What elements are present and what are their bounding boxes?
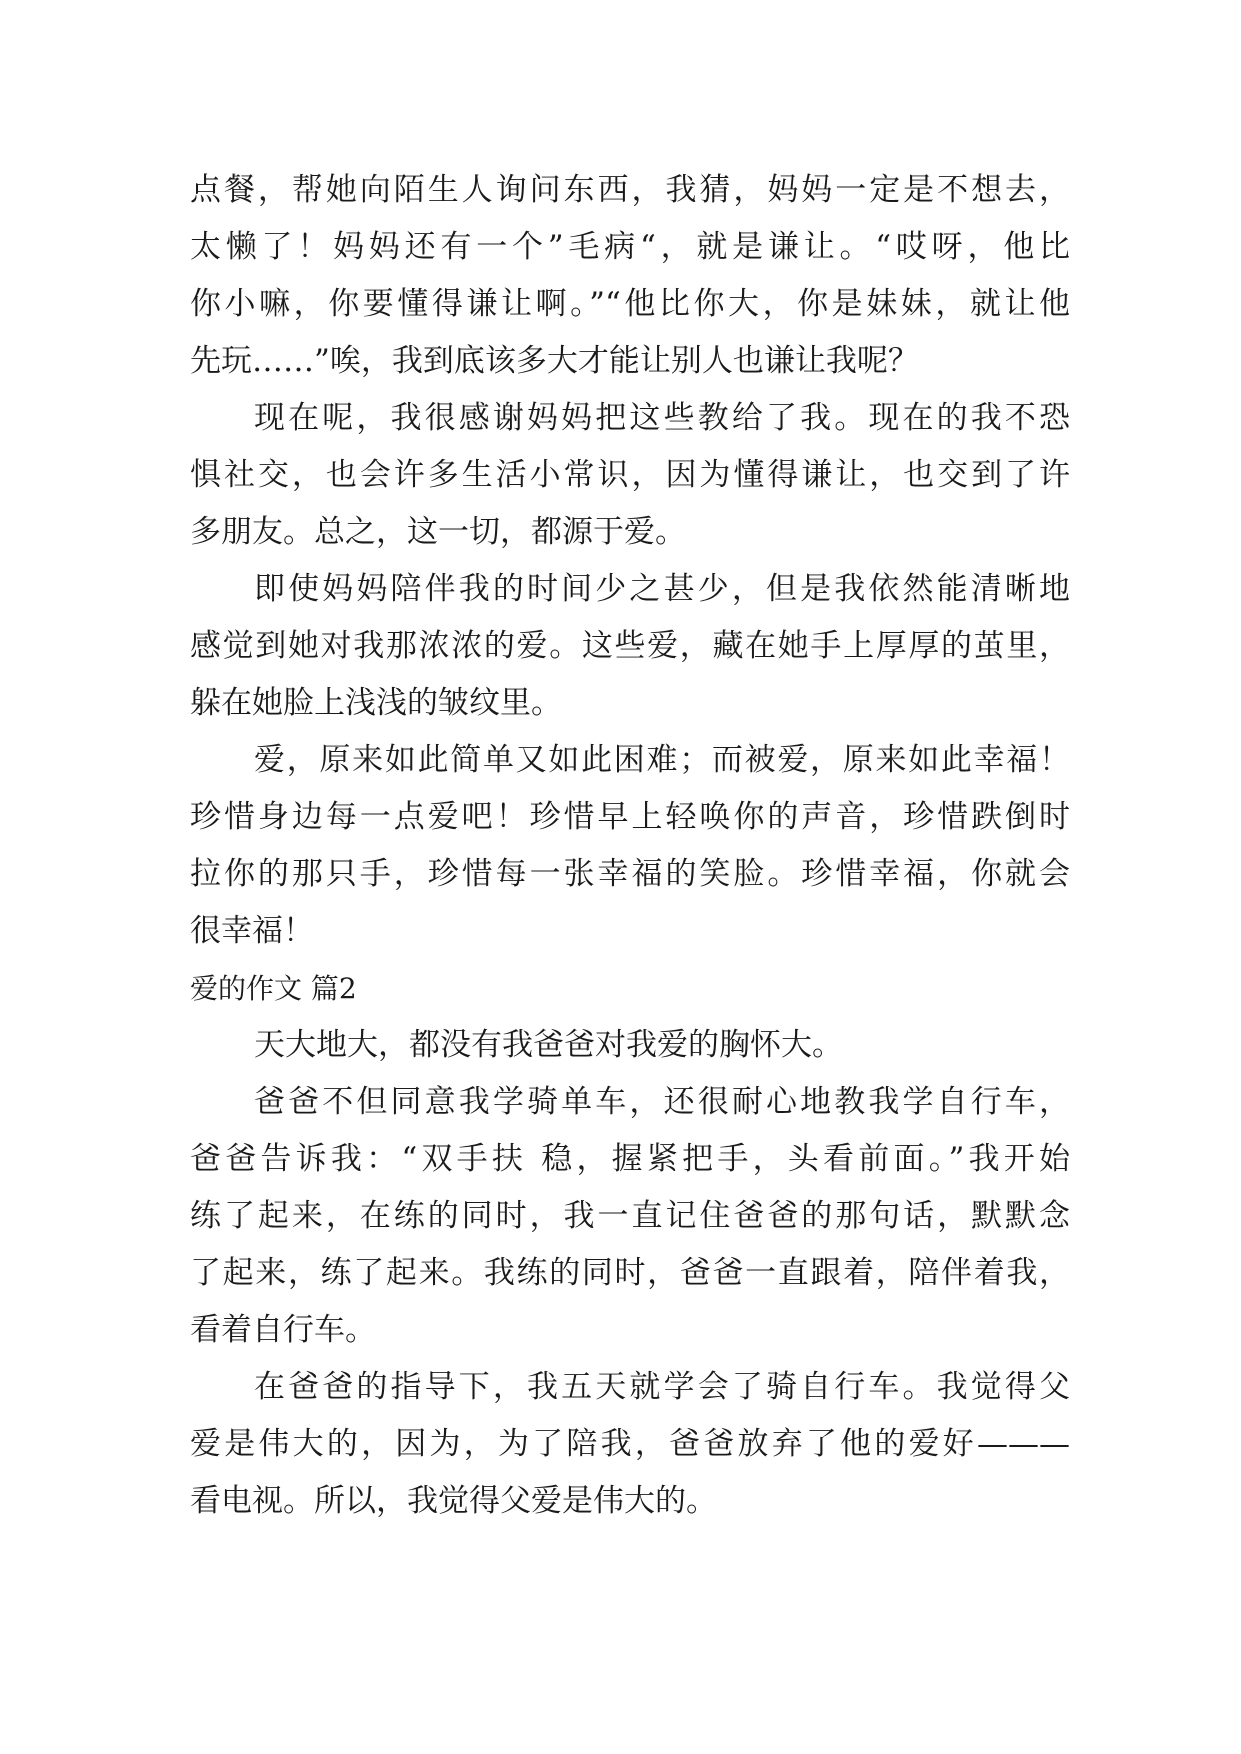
text-line: 爸爸不但同意我学骑单车，还很耐心地教我学自行车， [254,1084,1070,1120]
text-line: 多朋友。总之，这一切，都源于爱。 [190,514,686,550]
text-line: 太懒了！妈妈还有一个”毛病“，就是谦让。“哎呀，他比 [190,229,1070,265]
text-line: 珍惜身边每一点爱吧！珍惜早上轻唤你的声音，珍惜跌倒时 [190,799,1070,835]
text-line: 很幸福！ [190,913,314,949]
paragraph [190,1074,1070,1359]
paragraph [190,732,1070,960]
paragraph [190,561,1070,732]
text-line: 练了起来，在练的同时，我一直记住爸爸的那句话，默默念 [190,1198,1070,1234]
text-line: 了起来，练了起来。我练的同时，爸爸一直跟着，陪伴着我， [190,1255,1070,1291]
text-line: 感觉到她对我那浓浓的爱。这些爱，藏在她手上厚厚的茧里， [190,628,1070,664]
text-line: 你小嘛，你要懂得谦让啊。”“他比你大，你是妹妹，就让他 [190,286,1070,322]
text-line: 看着自行车。 [190,1312,376,1348]
text-line: 爱，原来如此简单又如此困难；而被爱，原来如此幸福！ [254,742,1070,778]
paragraph [190,390,1070,561]
article-body [190,162,1070,1530]
section-heading: 爱的作文 篇2 [190,972,357,1005]
text-line: 爸爸告诉我：“双手扶 稳，握紧把手，头看前面。”我开始 [190,1141,1070,1177]
text-line: 看电视。所以，我觉得父爱是伟大的。 [190,1483,717,1519]
text-line: 爱是伟大的，因为，为了陪我，爸爸放弃了他的爱好——— [190,1426,1070,1462]
text-line: 先玩……”唉，我到底该多大才能让别人也谦让我呢？ [190,343,919,379]
text-line: 现在呢，我很感谢妈妈把这些教给了我。现在的我不恐 [254,400,1070,436]
paragraph [190,1359,1070,1530]
text-line: 在爸爸的指导下，我五天就学会了骑自行车。我觉得父 [254,1369,1070,1405]
text-line: 惧社交，也会许多生活小常识，因为懂得谦让，也交到了许 [190,457,1070,493]
paragraph [190,162,1070,390]
text-line: 点餐，帮她向陌生人询问东西，我猜，妈妈一定是不想去， [190,172,1070,208]
text-line: 即使妈妈陪伴我的时间少之甚少，但是我依然能清晰地 [254,571,1070,607]
text-line: 躲在她脸上浅浅的皱纹里。 [190,685,562,721]
text-line: 拉你的那只手，珍惜每一张幸福的笑脸。珍惜幸福，你就会 [190,856,1070,892]
paragraph [190,1017,1070,1074]
text-line: 天大地大，都没有我爸爸对我爱的胸怀大。 [254,1027,843,1063]
